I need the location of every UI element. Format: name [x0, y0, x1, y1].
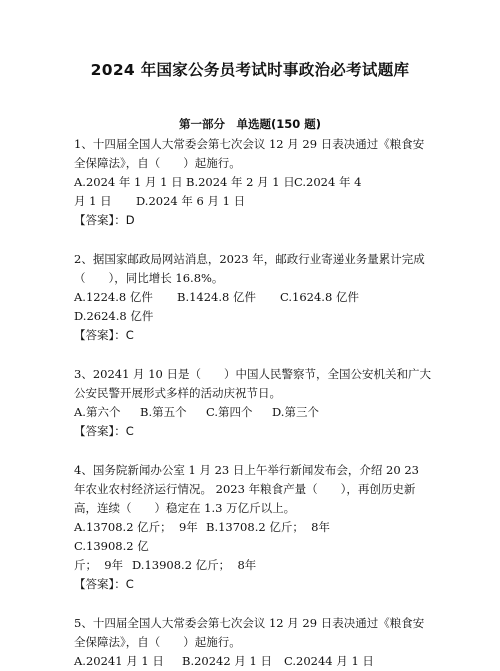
- question-stem: 4、国务院新闻办公室 1 月 23 日上午举行新闻发布会，介绍 20 23 年农业农村经济运行情况。 2023 年粮食产量（ ），再创历史新高，连续（ ）稳定在 1.3 万亿斤以上。: [74, 463, 419, 515]
- question-stem: 3、20241 月 10 日是（ ）中国人民警察节，全国公安机关和广大公安民警开展形式多样的活动庆祝节日。: [74, 367, 431, 400]
- question-item: [74, 135, 432, 230]
- option: D.2624.8 亿件: [74, 309, 154, 323]
- option-line: [74, 192, 432, 211]
- option: C.13908.2 亿: [74, 539, 149, 553]
- section-heading: 第一部分 单选题(150 题): [178, 117, 322, 131]
- option: B.20242 月 1 日: [182, 654, 272, 668]
- question-item: [74, 614, 432, 671]
- question-item: [74, 461, 432, 594]
- question-list: [74, 135, 432, 671]
- option: A.2024 年 1 月 1 日: [74, 175, 183, 189]
- option: B.第五个: [140, 405, 187, 419]
- option: 月 1 日: [74, 194, 112, 208]
- option: C.第四个: [206, 405, 253, 419]
- option-line: [74, 556, 432, 575]
- option: B.13708.2 亿斤； 8年: [206, 520, 330, 534]
- option: D.2024 年 6 月 1 日: [136, 194, 246, 208]
- question-stem: 5、十四届全国人大常委会第七次会议 12 月 29 日表决通过《粮食安全保障法》，自（ ）起施行。: [74, 616, 425, 649]
- option: A.20241 月 1 日: [74, 654, 164, 668]
- document-title: 2024 年国家公务员考试时事政治必考试题库: [90, 61, 410, 79]
- question-stem: 1、十四届全国人大常委会第七次会议 12 月 29 日表决通过《粮食安全保障法》，自（ ）起施行。: [74, 137, 425, 170]
- option: C.1624.8 亿件: [280, 290, 359, 304]
- option: 斤； 9年: [74, 558, 124, 572]
- option: A.13708.2 亿斤； 9年: [74, 520, 198, 534]
- question-item: [74, 365, 432, 441]
- option: A.第六个: [74, 405, 121, 419]
- answer-line: 【答案】：C: [74, 424, 134, 438]
- option: D.第三个: [272, 405, 319, 419]
- question-stem: 2、据国家邮政局网站消息，2023 年，邮政行业寄递业务量累计完成（ ），同比增长 16.8%。: [74, 252, 425, 285]
- option: B.1424.8 亿件: [177, 290, 257, 304]
- option: A.1224.8 亿件: [74, 290, 153, 304]
- answer-line: 【答案】：C: [74, 328, 134, 342]
- answer-line: 【答案】：C: [74, 577, 134, 591]
- option-line: [74, 307, 432, 326]
- option: D.13908.2 亿斤； 8年: [132, 558, 257, 572]
- question-item: [74, 250, 432, 345]
- answer-line: 【答案】：D: [74, 213, 135, 227]
- option: B.2024 年 2 月 1 日: [186, 175, 295, 189]
- option: C.2024 年 4: [294, 175, 362, 189]
- option-line: [74, 652, 432, 671]
- option: C.20244 月 1 日: [284, 654, 374, 668]
- option-line: [74, 403, 432, 422]
- option-line: [74, 518, 432, 556]
- option-line: [74, 173, 432, 192]
- option-line: [74, 288, 432, 307]
